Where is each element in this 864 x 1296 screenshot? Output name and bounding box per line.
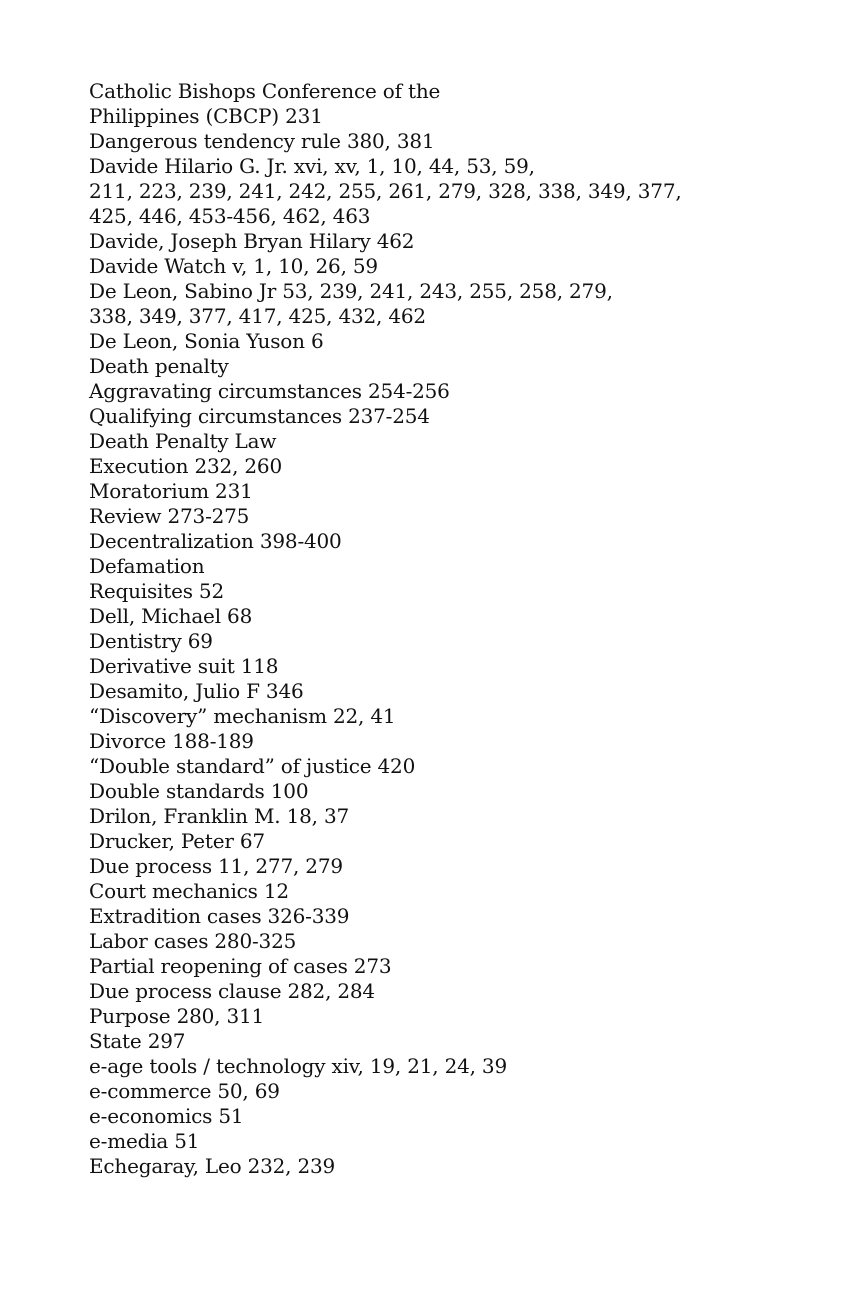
index-entry: Death penalty bbox=[89, 354, 229, 378]
index-entry: Due process 11, 277, 279 bbox=[89, 854, 343, 878]
index-entry: Aggravating circumstances 254-256 bbox=[89, 379, 450, 403]
index-entry: Dell, Michael 68 bbox=[89, 604, 253, 628]
index-entry: Desamito, Julio F 346 bbox=[89, 679, 304, 703]
index-entry: Davide Watch v, 1, 10, 26, 59 bbox=[89, 254, 378, 278]
index-entry: 338, 349, 377, 417, 425, 432, 462 bbox=[89, 304, 426, 328]
index-entry: 211, 223, 239, 241, 242, 255, 261, 279, 328, 338, 349, 377, bbox=[89, 179, 682, 203]
index-entry: Derivative suit 118 bbox=[89, 654, 279, 678]
index-entry: Double standards 100 bbox=[89, 779, 309, 803]
index-entry: Davide Hilario G. Jr. xvi, xv, 1, 10, 44, 53, 59, bbox=[89, 154, 535, 178]
index-entry: De Leon, Sabino Jr 53, 239, 241, 243, 255, 258, 279, bbox=[89, 279, 613, 303]
index-entry: Court mechanics 12 bbox=[89, 879, 289, 903]
index-entry: Moratorium 231 bbox=[89, 479, 253, 503]
index-entry: Requisites 52 bbox=[89, 579, 224, 603]
index-entry: Echegaray, Leo 232, 239 bbox=[89, 1154, 336, 1178]
index-entry: Extradition cases 326-339 bbox=[89, 904, 350, 928]
index-entry: Qualifying circumstances 237-254 bbox=[89, 404, 430, 428]
index-entry: Defamation bbox=[89, 554, 205, 578]
index-entry: “Double standard” of justice 420 bbox=[89, 754, 416, 778]
index-entry: 425, 446, 453-456, 462, 463 bbox=[89, 204, 371, 228]
index-entry: Execution 232, 260 bbox=[89, 454, 282, 478]
index-entry: e-commerce 50, 69 bbox=[89, 1079, 280, 1103]
index-entry: Davide, Joseph Bryan Hilary 462 bbox=[89, 229, 415, 253]
index-entry: Drilon, Franklin M. 18, 37 bbox=[89, 804, 350, 828]
index-page bbox=[89, 79, 829, 1179]
index-entry: e-age tools / technology xiv, 19, 21, 24, 39 bbox=[89, 1054, 507, 1078]
index-entry: Catholic Bishops Conference of the bbox=[89, 79, 441, 103]
index-entry: Death Penalty Law bbox=[89, 429, 277, 453]
index-entry: De Leon, Sonia Yuson 6 bbox=[89, 329, 324, 353]
index-entry: Dangerous tendency rule 380, 381 bbox=[89, 129, 435, 153]
index-entry: Drucker, Peter 67 bbox=[89, 829, 265, 853]
index-entry: Decentralization 398-400 bbox=[89, 529, 342, 553]
index-entry: Partial reopening of cases 273 bbox=[89, 954, 392, 978]
index-entry: Purpose 280, 311 bbox=[89, 1004, 265, 1028]
index-entry: “Discovery” mechanism 22, 41 bbox=[89, 704, 396, 728]
index-entry: e-media 51 bbox=[89, 1129, 200, 1153]
index-entry: Labor cases 280-325 bbox=[89, 929, 297, 953]
index-entry: Review 273-275 bbox=[89, 504, 250, 528]
index-entry: e-economics 51 bbox=[89, 1104, 244, 1128]
index-entry: Divorce 188-189 bbox=[89, 729, 254, 753]
index-entry: State 297 bbox=[89, 1029, 186, 1053]
index-entry: Dentistry 69 bbox=[89, 629, 213, 653]
index-entry: Due process clause 282, 284 bbox=[89, 979, 375, 1003]
index-entry: Philippines (CBCP) 231 bbox=[89, 104, 323, 128]
